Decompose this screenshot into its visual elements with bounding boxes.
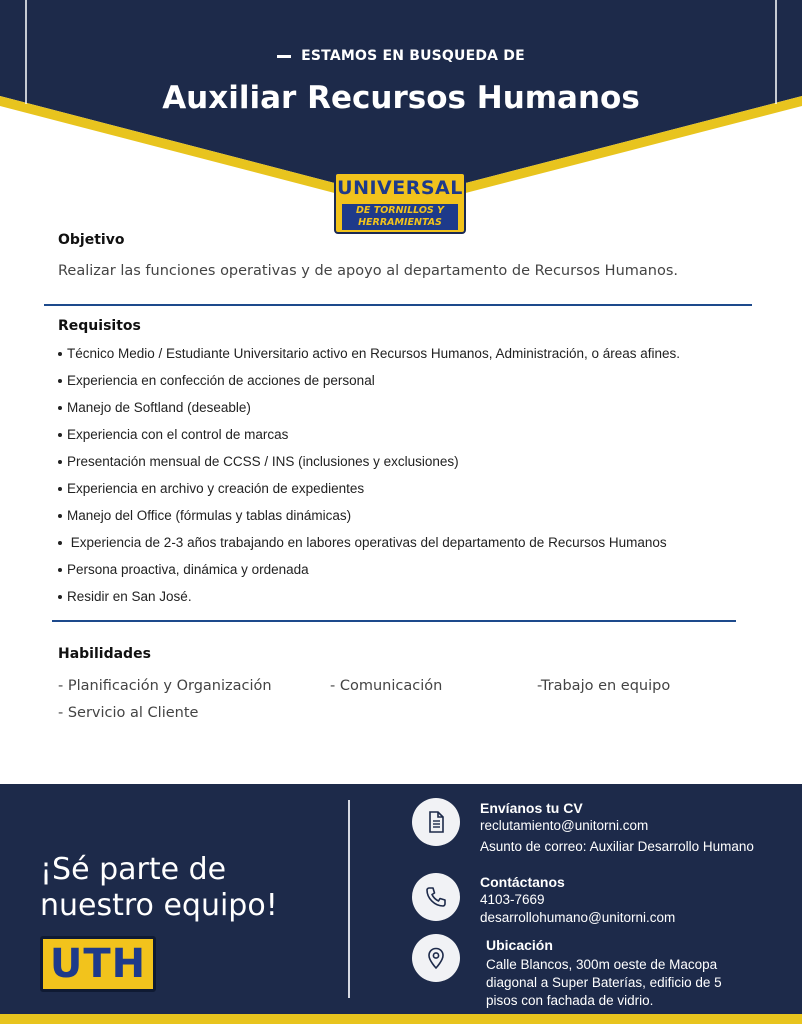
slogan — [40, 852, 278, 924]
page-title: Auxiliar Recursos Humanos — [162, 80, 640, 116]
footer-stripe — [0, 1014, 802, 1024]
logo-subtitle — [342, 204, 458, 230]
location-line2: diagonal a Super Baterías, edificio de 5 — [486, 975, 722, 990]
list-item: Experiencia con el control de marcas — [58, 427, 758, 454]
skill-item: -Trabajo en equipo — [537, 678, 671, 694]
list-item: Experiencia de 2-3 años trabajando en labores operativas del departamento de Recursos Humanos — [58, 535, 758, 562]
requirements-heading: Requisitos — [58, 318, 141, 334]
kicker-dash — [277, 55, 291, 58]
list-item: Técnico Medio / Estudiante Universitario activo en Recursos Humanos, Administración, o áreas afines. — [58, 346, 758, 373]
section-divider — [44, 304, 752, 306]
objective-text: Realizar las funciones operativas y de apoyo al departamento de Recursos Humanos. — [58, 263, 678, 279]
location-heading: Ubicación — [486, 937, 553, 953]
contact-heading: Contáctanos — [480, 874, 565, 890]
logo-line1: UNIVERSAL — [337, 177, 463, 199]
skill-item: - Planificación y Organización — [58, 678, 272, 694]
location-pin-icon — [412, 934, 460, 982]
list-item: Persona proactiva, dinámica y ordenada — [58, 562, 758, 589]
skill-item: - Comunicación — [330, 678, 443, 694]
cv-subject: Asunto de correo: Auxiliar Desarrollo Humano — [480, 839, 754, 854]
list-item: Experiencia en archivo y creación de expedientes — [58, 481, 758, 508]
footer-divider — [348, 800, 350, 998]
logo-line2a: DE TORNILLOS Y — [356, 205, 444, 216]
universal-logo — [334, 172, 466, 234]
contact-email[interactable]: desarrollohumano@unitorni.com — [480, 910, 676, 925]
document-icon — [412, 798, 460, 846]
phone-icon — [412, 873, 460, 921]
list-item: Presentación mensual de CCSS / INS (inclusiones y exclusiones) — [58, 454, 758, 481]
list-item: Experiencia en confección de acciones de personal — [58, 373, 758, 400]
cv-email[interactable]: reclutamiento@unitorni.com — [480, 818, 649, 833]
requirements-list — [58, 346, 758, 616]
location-line1: Calle Blancos, 300m oeste de Macopa — [486, 957, 718, 972]
objective-heading: Objetivo — [58, 232, 125, 248]
location-block — [486, 936, 722, 1010]
skill-item: - Servicio al Cliente — [58, 705, 199, 721]
uth-logo: UTH — [40, 936, 156, 992]
skills-heading: Habilidades — [58, 646, 151, 662]
cv-heading: Envíanos tu CV — [480, 800, 583, 816]
slogan-line2: nuestro equipo! — [40, 888, 278, 923]
header-kicker: ESTAMOS EN BUSQUEDA DE — [0, 48, 802, 64]
list-item: Manejo de Softland (deseable) — [58, 400, 758, 427]
location-line3: pisos con fachada de vidrio. — [486, 993, 654, 1008]
section-divider — [52, 620, 736, 622]
slogan-line1: ¡Sé parte de — [40, 852, 227, 887]
contact-block — [480, 873, 675, 927]
list-item: Residir en San José. — [58, 589, 758, 616]
cv-block — [480, 799, 754, 856]
list-item: Manejo del Office (fórmulas y tablas dinámicas) — [58, 508, 758, 535]
contact-phone[interactable]: 4103-7669 — [480, 892, 545, 907]
logo-line2b: HERRAMIENTAS — [358, 217, 442, 228]
